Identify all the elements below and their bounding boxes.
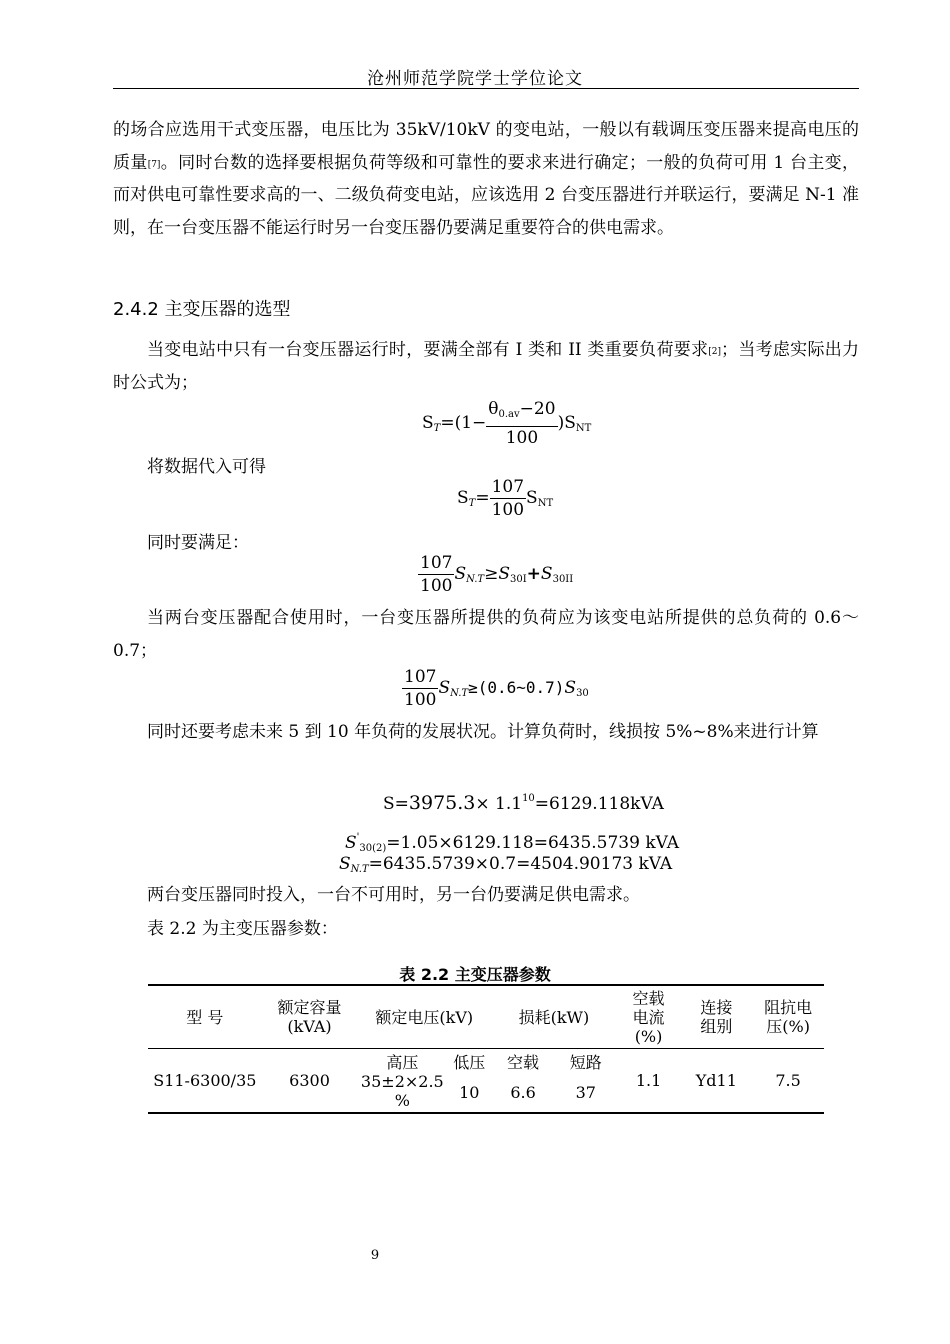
citation-7: [7]	[147, 159, 161, 170]
header-noload-current: 空载 电流 (%)	[617, 985, 681, 1049]
subheader-low: 低压	[453, 1053, 486, 1072]
header-voltage: 额定电压(kV)	[357, 985, 491, 1049]
para1-text-2: ；当考虑实际出力时公式为；	[113, 340, 860, 393]
table-caption: 表 2.2 主变压器参数	[399, 965, 551, 984]
intro-text-2: 。同时台数的选择要根据负荷等级和可靠性的要求来进行确定；一般的负荷可用 1 台主变，而对供电可靠性要求高的一、二级负荷变电站，应该选用 2 台变压器进行并联运行，要满足 N-1 准则，在一台变压器不能运行时另一台变压器仍要满足重要符合的供电需求。	[113, 152, 860, 238]
cell-noload-loss: 6.6	[491, 1072, 555, 1113]
formula-snt: $S_{N.T}=6435.5739\times 0.7=4504.90173$ kVA	[339, 854, 673, 875]
paragraph-one-transformer	[113, 334, 859, 399]
citation-2: [2]	[708, 347, 722, 357]
table-header-row	[148, 985, 824, 1049]
cell-connection: Yd11	[680, 1049, 752, 1114]
formula-s30-2: $S'_{30(2)}=1.05\times 6129.118=6435.5739$ kVA	[345, 832, 680, 854]
header-rule	[113, 88, 859, 89]
cell-low-voltage: 10	[447, 1072, 491, 1113]
paragraph-two-transformers: 当两台变压器配合使用时，一台变压器所提供的负荷应为该变电站所提供的总负荷的 0.6～0.7；	[113, 608, 859, 661]
cell-current: 1.1	[617, 1049, 681, 1114]
intro-paragraph	[113, 114, 859, 244]
subheader-high: 高压	[386, 1053, 419, 1072]
fraction: $\frac{107}{100}$	[420, 553, 453, 596]
cell-short-loss: 37	[555, 1072, 617, 1113]
para1-text-1: 当变电站中只有一台变压器运行时，要满全部有 I 类和 II 类重要负荷要求	[147, 340, 709, 360]
header-capacity: 额定容量 (kVA)	[262, 985, 358, 1049]
fraction: $\frac{107}{100}$	[404, 667, 437, 710]
formula-condition-single: $\frac{107}{100}$ $S_{N.T}\ge S_{30I}+S_{30II}$	[420, 553, 574, 596]
fraction: $\frac{\theta_{0.av}-20}{100}$	[488, 399, 556, 448]
cell-impedance: 7.5	[752, 1049, 824, 1114]
formula-s-total: $S=3975.3\times 1.1^{10}=6129.118kVA$	[383, 792, 664, 814]
header-connection: 连接 组别	[680, 985, 752, 1049]
transformer-parameters-table	[148, 984, 824, 1114]
subheader-short: 短路	[569, 1053, 602, 1072]
line-both-transformers: 两台变压器同时投入，一台不可用时，另一台仍要满足供电需求。	[147, 885, 640, 905]
line-table-reference: 表 2.2 为主变压器参数：	[147, 919, 338, 939]
table-subheader-row	[148, 1049, 824, 1073]
header-model: 型 号	[148, 985, 262, 1049]
formula-st-general: $S_T=(1-$ $\frac{\theta_{0.av}-20}{100}$ )$S_{NT}$	[422, 399, 592, 448]
section-heading: 2.4.2 主变压器的选型	[113, 299, 291, 320]
running-header: 沧州师范学院学士学位论文	[367, 69, 583, 89]
header-loss: 损耗(kW)	[491, 985, 616, 1049]
paragraph-growth: 同时还要考虑未来 5 到 10 年负荷的发展状况。计算负荷时，线损按 5%~8%来进行计算	[147, 722, 819, 742]
page-number: 9	[370, 1248, 380, 1263]
formula-st-value: $S_T=$ $\frac{107}{100}$ $S_{NT}$	[457, 477, 554, 520]
cell-model: S11-6300/35	[148, 1049, 262, 1114]
cell-high-voltage: 35±2×2.5 %	[357, 1072, 447, 1113]
formula-condition-double: $\frac{107}{100}$ $S_{N.T}\ge(0.6\sim 0.7)S_{30}$	[404, 667, 589, 710]
line-substitute: 将数据代入可得	[147, 457, 266, 477]
subheader-noload: 空载	[507, 1053, 540, 1072]
header-impedance: 阻抗电 压(%)	[752, 985, 824, 1049]
intro-text-1: 的场合应选用干式变压器，电压比为 35kV/10kV 的变电站，一般以有载调压变压器来提高电压的质量	[113, 120, 859, 173]
line-also: 同时要满足：	[147, 533, 249, 553]
fraction: $\frac{107}{100}$	[491, 477, 525, 520]
cell-capacity: 6300	[262, 1049, 358, 1114]
